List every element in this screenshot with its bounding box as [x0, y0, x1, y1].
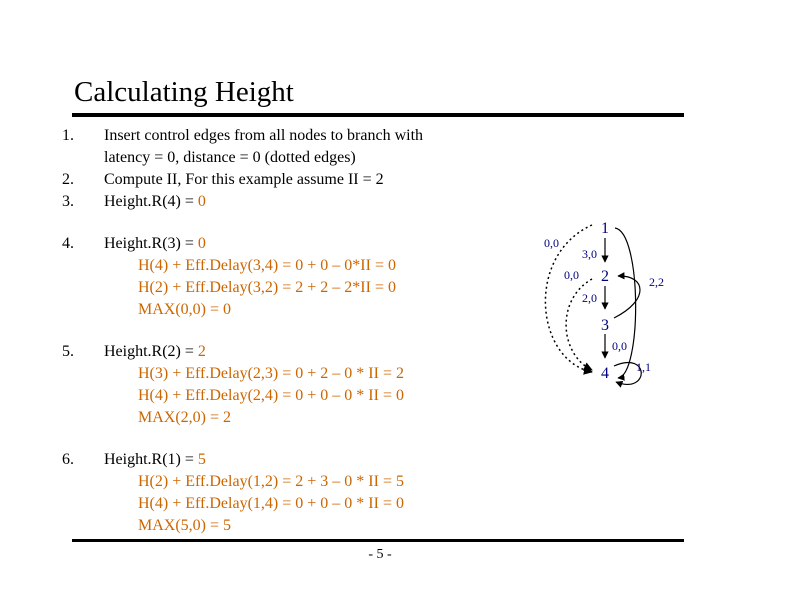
- label-dotted-2-4: 0,0: [564, 268, 579, 282]
- step-6-sub-1: H(2) + Eff.Delay(1,2) = 2 + 3 – 0 * II = 5: [138, 473, 404, 490]
- step-4-label: Height.R(3) =: [104, 235, 198, 252]
- step-4-sub-2: H(2) + Eff.Delay(3,2) = 2 + 2 – 2*II = 0: [138, 279, 396, 296]
- step-6-sub-2: H(4) + Eff.Delay(1,4) = 0 + 0 – 0 * II = 0: [138, 495, 404, 512]
- step-3-number: 3.: [62, 193, 74, 210]
- label-dotted-1-4: 0,0: [544, 236, 559, 250]
- step-2-line-1: Compute II, For this example assume II = 2: [104, 171, 384, 188]
- step-5-label: Height.R(2) =: [104, 343, 198, 360]
- page-number: - 5 -: [368, 547, 392, 562]
- step-5-number: 5.: [62, 343, 74, 360]
- step-2-number: 2.: [62, 171, 74, 188]
- step-6-value: 5: [197, 451, 206, 468]
- node-1: 1: [601, 220, 609, 237]
- step-5-sub-2: H(4) + Eff.Delay(2,4) = 0 + 0 – 0 * II = 0: [138, 387, 404, 404]
- step-4-sub-1: H(4) + Eff.Delay(3,4) = 0 + 0 – 0*II = 0: [138, 257, 396, 274]
- step-4-value: 0: [197, 235, 206, 252]
- step-3-label: Height.R(4) =: [104, 193, 198, 210]
- step-1-line-2: latency = 0, distance = 0 (dotted edges): [104, 149, 356, 166]
- step-1-line-1: Insert control edges from all nodes to branch with: [104, 127, 424, 144]
- edge-1-4: [615, 228, 636, 378]
- label-edge-3-2: 2,2: [649, 275, 664, 289]
- step-3-value: 0: [197, 193, 206, 210]
- step-6-number: 6.: [62, 451, 74, 468]
- step-6-sub-3: MAX(5,0) = 5: [138, 517, 232, 534]
- step-4-number: 4.: [62, 235, 74, 252]
- step-6-label: Height.R(1) =: [104, 451, 198, 468]
- step-5-sub-3: MAX(2,0) = 2: [138, 409, 232, 426]
- label-edge-4-4: 1,1: [636, 360, 651, 374]
- step-4-sub-3: MAX(0,0) = 0: [138, 301, 232, 318]
- step-1-number: 1.: [62, 127, 74, 144]
- label-edge-3-4: 0,0: [612, 339, 627, 353]
- slide-title: Calculating Height: [74, 76, 294, 108]
- step-5-sub-1: H(3) + Eff.Delay(2,3) = 0 + 2 – 0 * II = 2: [138, 365, 404, 382]
- node-3: 3: [601, 317, 609, 334]
- node-4: 4: [601, 365, 609, 382]
- label-edge-1-2: 3,0: [582, 247, 597, 261]
- node-2: 2: [601, 268, 609, 285]
- step-5-value: 2: [197, 343, 206, 360]
- label-edge-2-3: 2,0: [582, 291, 597, 305]
